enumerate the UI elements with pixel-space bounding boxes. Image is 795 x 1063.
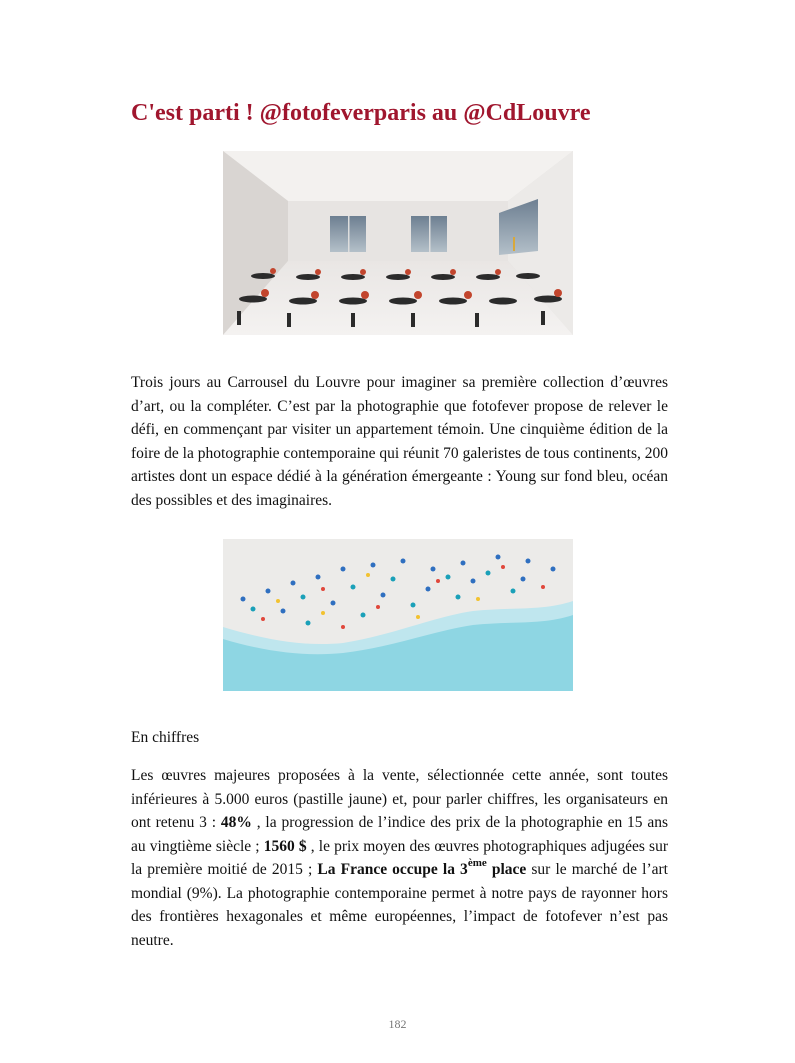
beach-aerial-photo <box>223 539 573 691</box>
page-number: 182 <box>388 1017 407 1031</box>
stat-price-index: 48% <box>220 814 252 831</box>
figures-paragraph <box>131 764 668 952</box>
figures-text-4: sur le marché de l’art mondial (9%). La photographie contemporaine permet à notre pays de rayonner hors des frontières hexagonales et même européennes, l’impact de fotofever n’est pas neutre. <box>131 861 668 949</box>
gallery-room-photo <box>223 151 573 335</box>
stat-france-rank: La France occupe la 3ème place <box>317 857 527 878</box>
figures-text-2: , la progression de l’indice des prix de la photographie en 15 ans au vingtième siècle ; <box>131 814 669 855</box>
intro-paragraph: Trois jours au Carrousel du Louvre pour imaginer sa première collection d’œuvres d’art, ou la compléter. C’est par la photographie que fotofever propose de relever le défi, en commençant par visiter un appartement témoin. Une cinquième édition de la foire de la photographie contemporaine qui réunit 70 galeristes de tous continents, 200 artistes dont un espace dédié à la génération émergeante : Young sur fond bleu, océan des possibles et des imaginaires. <box>131 374 668 509</box>
section-subtitle: En chiffres <box>131 729 200 746</box>
figures-text-3: , le prix moyen des œuvres photographiques adjugées sur la première moitié de 2015 ; <box>131 837 668 878</box>
page-title: C'est parti ! @fotofeverparis au @CdLouvre <box>131 100 591 126</box>
figures-text-1: Les œuvres majeures proposées à la vente, sélectionnée cette année, sont toutes inférieures à 5.000 euros (pastille jaune) et, pour parler chiffres, les organisateurs en ont retenu 3 : <box>131 767 668 831</box>
stat-average-price: 1560 $ <box>263 837 307 855</box>
